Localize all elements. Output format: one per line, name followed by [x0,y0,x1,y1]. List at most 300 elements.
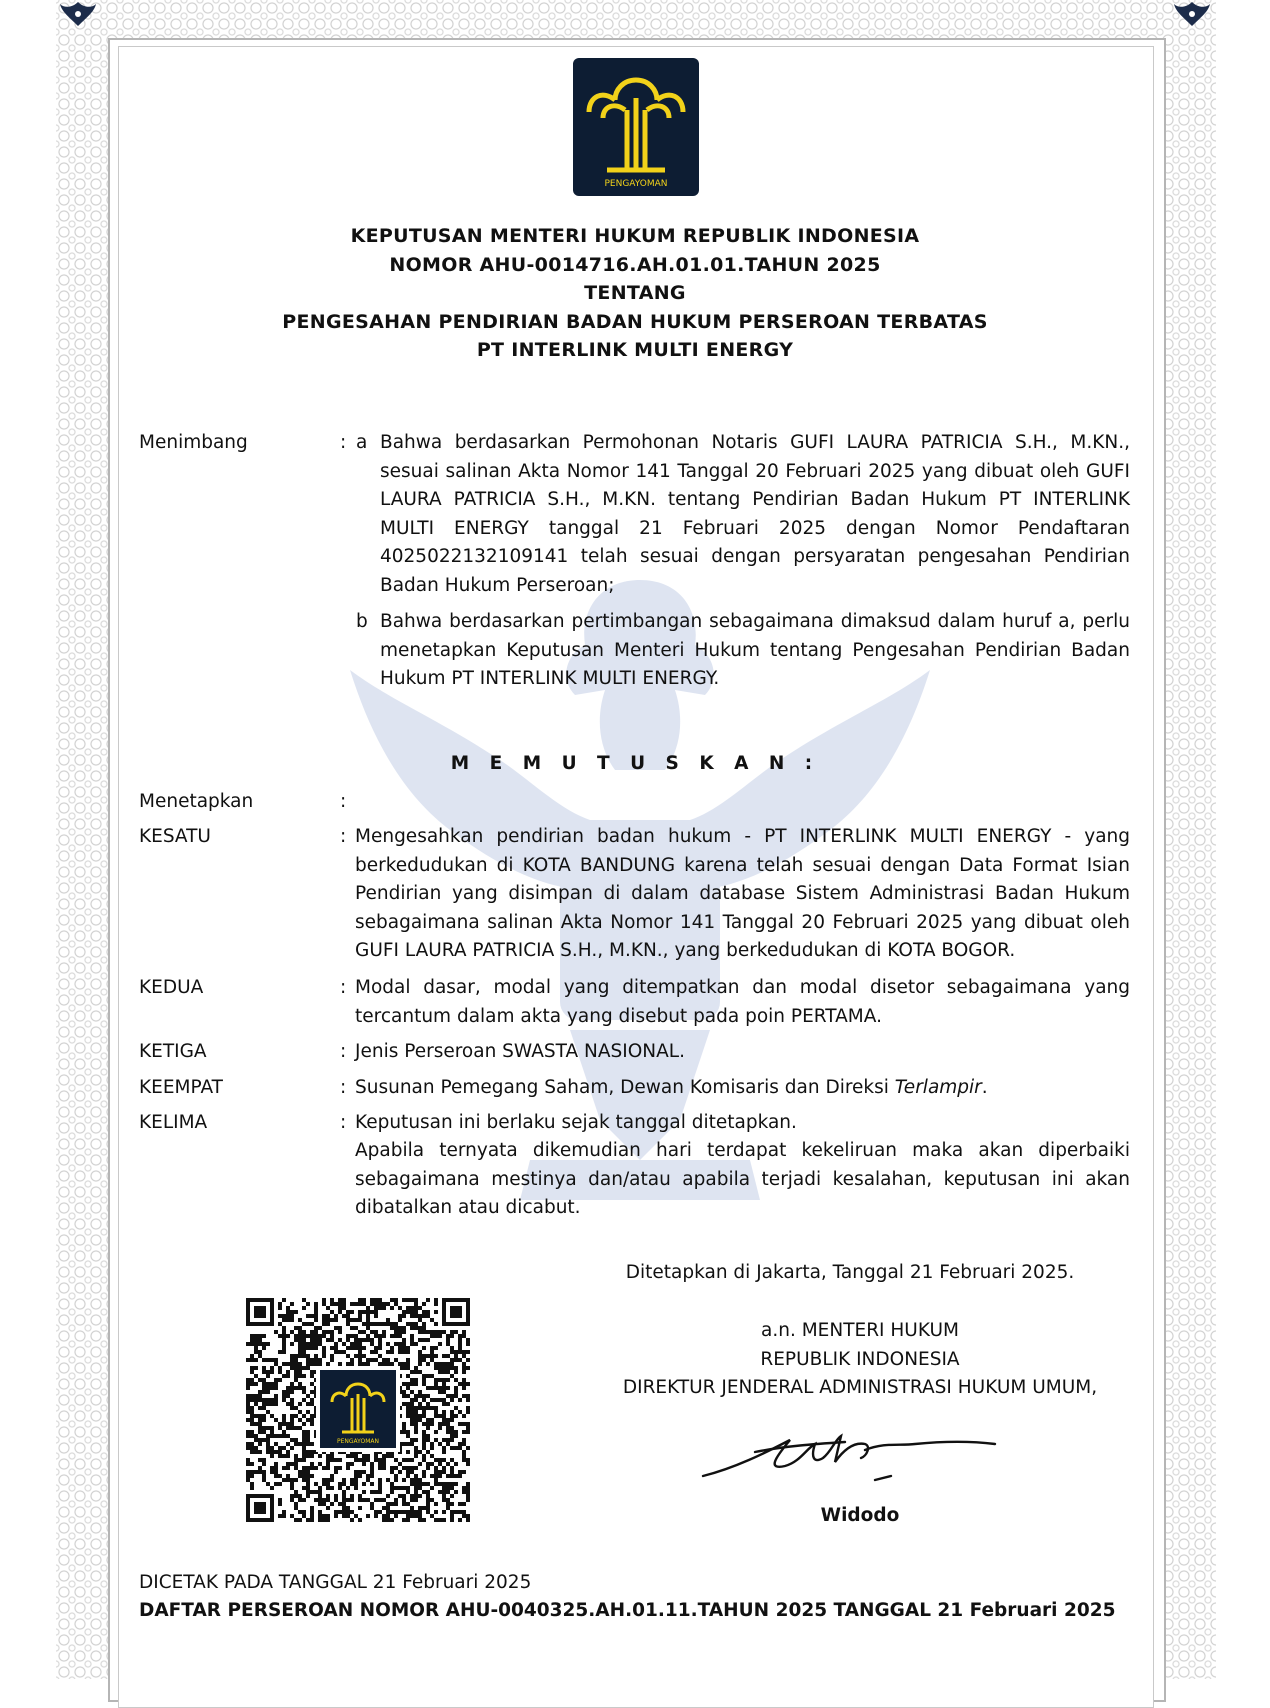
qr-module [462,1386,466,1390]
qr-module [270,1446,274,1450]
qr-module [350,1462,354,1466]
qr-module [330,1502,334,1506]
qr-module [462,1350,466,1354]
qr-module [434,1466,438,1470]
qr-module [426,1330,430,1334]
qr-module [410,1402,414,1406]
qr-module [382,1306,386,1310]
qr-module [450,1518,454,1522]
qr-module [350,1334,354,1338]
colon: : [340,1112,347,1133]
qr-module [418,1314,422,1318]
qr-module [282,1434,286,1438]
qr-module [250,1334,254,1338]
qr-module [258,1398,262,1402]
qr-module [466,1338,470,1342]
qr-module [418,1486,422,1490]
qr-module [258,1458,262,1462]
qr-module [450,1486,454,1490]
qr-module [458,1446,462,1450]
qr-module [262,1458,266,1462]
signatory-name: Widodo [820,1505,900,1526]
qr-module [446,1474,450,1478]
qr-module [414,1426,418,1430]
qr-module [422,1394,426,1398]
qr-module [290,1478,294,1482]
qr-module [286,1374,290,1378]
qr-module [298,1498,302,1502]
qr-module [466,1366,470,1370]
qr-module [330,1334,334,1338]
qr-module [266,1382,270,1386]
decision-text-kedua: Modal dasar, modal yang ditempatkan dan modal disetor sebagaimana yang tercantum dalam akta yang disebut pada poin PERTAMA. [355,977,1130,1027]
qr-module [286,1474,290,1478]
qr-module [282,1350,286,1354]
qr-module [254,1434,258,1438]
qr-module [430,1454,434,1458]
qr-module [258,1418,262,1422]
qr-module [410,1314,414,1318]
qr-module [422,1454,426,1458]
qr-module [382,1466,386,1470]
qr-module [322,1354,326,1358]
qr-module [454,1490,458,1494]
qr-module [426,1462,430,1466]
qr-module [270,1414,274,1418]
qr-module [418,1414,422,1418]
qr-module [318,1358,322,1362]
qr-module [422,1378,426,1382]
qr-module [462,1450,466,1454]
qr-module [290,1314,294,1318]
qr-module [426,1490,430,1494]
qr-module [346,1466,350,1470]
qr-module [334,1314,338,1318]
qr-module [326,1518,330,1522]
qr-module [390,1490,394,1494]
qr-module [290,1498,294,1502]
qr-module [270,1450,274,1454]
qr-module [274,1394,278,1398]
qr-module [410,1514,414,1518]
colon: : [340,1077,347,1098]
qr-module [298,1382,302,1386]
qr-module [434,1406,438,1410]
qr-module [458,1334,462,1338]
qr-module [330,1458,334,1462]
qr-module [346,1310,350,1314]
qr-module [358,1474,362,1478]
qr-module [434,1410,438,1414]
qr-module [254,1374,258,1378]
qr-module [430,1446,434,1450]
qr-module [290,1462,294,1466]
qr-module [358,1498,362,1502]
qr-module [458,1338,462,1342]
qr-module [378,1338,382,1342]
qr-module [442,1398,446,1402]
qr-module [282,1298,286,1302]
qr-module [294,1438,298,1442]
registry-number: DAFTAR PERSEROAN NOMOR AHU-0040325.AH.01.11.TAHUN 2025 TANGGAL 21 Februari 2025 [139,1600,1116,1621]
qr-module [310,1518,314,1522]
qr-module [402,1326,406,1330]
qr-module [278,1302,282,1306]
handwritten-signature-icon [695,1418,1015,1508]
qr-module [314,1354,318,1358]
qr-module [462,1378,466,1382]
qr-module [246,1418,250,1422]
qr-module [302,1422,306,1426]
qr-module [326,1462,330,1466]
menimbang-item-b: Bahwa berdasarkan pertimbangan sebagaimana dimaksud dalam huruf a, perlu menetapkan Keputusan Menteri Hukum tentang Pengesahan Pendirian Badan Hukum PT INTERLINK MULTI ENERGY. [380,611,1130,689]
qr-module [270,1398,274,1402]
qr-module [306,1410,310,1414]
qr-module [442,1362,446,1366]
qr-module [386,1454,390,1458]
qr-module [306,1490,310,1494]
qr-module [250,1342,254,1346]
qr-module [266,1438,270,1442]
qr-module [274,1330,278,1334]
qr-module [426,1426,430,1430]
qr-module [394,1302,398,1306]
qr-module [390,1362,394,1366]
qr-module [262,1386,266,1390]
qr-module [310,1374,314,1378]
qr-module [430,1418,434,1422]
qr-module [326,1466,330,1470]
qr-module [322,1318,326,1322]
qr-module [310,1418,314,1422]
qr-module [418,1518,422,1522]
qr-module [326,1306,330,1310]
qr-module [302,1398,306,1402]
qr-module [430,1442,434,1446]
qr-module [410,1410,414,1414]
qr-module [434,1518,438,1522]
qr-module [278,1366,282,1370]
signature-line2: REPUBLIK INDONESIA [760,1349,960,1370]
qr-module [362,1498,366,1502]
qr-module [410,1322,414,1326]
qr-module [310,1462,314,1466]
qr-module [442,1330,446,1334]
qr-module [350,1518,354,1522]
qr-module [378,1462,382,1466]
qr-module [398,1334,402,1338]
qr-module [446,1370,450,1374]
qr-module [442,1378,446,1382]
qr-module [298,1410,302,1414]
qr-module [394,1474,398,1478]
qr-module [402,1430,406,1434]
menimbang-label: Menimbang [139,432,248,453]
qr-module [370,1470,374,1474]
qr-module [390,1322,394,1326]
qr-module [346,1498,350,1502]
qr-module [410,1470,414,1474]
qr-module [462,1454,466,1458]
qr-module [378,1458,382,1462]
qr-module [422,1414,426,1418]
qr-module [410,1510,414,1514]
qr-module [386,1506,390,1510]
qr-module [294,1518,298,1522]
qr-module [370,1338,374,1342]
qr-module [454,1358,458,1362]
qr-module [426,1450,430,1454]
qr-module [338,1482,342,1486]
qr-module [298,1402,302,1406]
qr-module [386,1318,390,1322]
qr-module [442,1494,446,1498]
qr-module [382,1518,386,1522]
qr-module [262,1342,266,1346]
qr-module [450,1358,454,1362]
qr-module [450,1374,454,1378]
qr-module [410,1418,414,1422]
qr-module [306,1486,310,1490]
qr-module [250,1434,254,1438]
qr-module [466,1486,470,1490]
qr-module [258,1450,262,1454]
qr-module [274,1418,278,1422]
qr-module [378,1302,382,1306]
qr-module [314,1302,318,1306]
qr-module [422,1490,426,1494]
qr-module [450,1482,454,1486]
qr-module [290,1354,294,1358]
qr-module [402,1518,406,1522]
qr-module [302,1486,306,1490]
qr-module [446,1498,450,1502]
qr-module [342,1510,346,1514]
qr-module [462,1490,466,1494]
qr-module [350,1494,354,1498]
qr-module [346,1486,350,1490]
qr-module [298,1494,302,1498]
qr-module [266,1426,270,1430]
qr-module [390,1510,394,1514]
qr-module [450,1458,454,1462]
qr-module [406,1366,410,1370]
qr-module [330,1346,334,1350]
qr-module [374,1458,378,1462]
qr-module [418,1494,422,1498]
qr-module [262,1370,266,1374]
qr-module [450,1418,454,1422]
qr-module [330,1310,334,1314]
qr-module [466,1394,470,1398]
qr-module [382,1454,386,1458]
qr-module [306,1342,310,1346]
qr-module [246,1394,250,1398]
qr-module [390,1482,394,1486]
qr-module [378,1482,382,1486]
qr-module [294,1494,298,1498]
qr-module [378,1486,382,1490]
decision-label-kedua: KEDUA [139,977,204,998]
qr-module [298,1458,302,1462]
qr-module [422,1482,426,1486]
qr-module [278,1322,282,1326]
qr-module [414,1406,418,1410]
qr-module [254,1438,258,1442]
qr-module [250,1354,254,1358]
qr-module [306,1518,310,1522]
qr-module [306,1434,310,1438]
qr-module [258,1390,262,1394]
qr-module [382,1498,386,1502]
qr-module [322,1330,326,1334]
qr-module [258,1430,262,1434]
qr-module [462,1438,466,1442]
qr-module [450,1394,454,1398]
qr-module [318,1498,322,1502]
qr-module [410,1458,414,1462]
qr-module [330,1478,334,1482]
qr-module [454,1378,458,1382]
qr-module [278,1378,282,1382]
qr-module [382,1358,386,1362]
decision-text-kelima: Keputusan ini berlaku sejak tanggal ditetapkan. [355,1112,797,1133]
qr-module [426,1406,430,1410]
qr-module [394,1330,398,1334]
qr-module [394,1458,398,1462]
qr-module [422,1326,426,1330]
qr-module [266,1450,270,1454]
qr-module [326,1486,330,1490]
qr-module [302,1470,306,1474]
title-line: PT INTERLINK MULTI ENERGY [476,339,794,361]
qr-module [278,1454,282,1458]
qr-module [374,1330,378,1334]
qr-module [402,1394,406,1398]
qr-module [354,1474,358,1478]
qr-module [410,1482,414,1486]
qr-module [294,1358,298,1362]
qr-module [434,1474,438,1478]
qr-module [358,1330,362,1334]
qr-module [386,1322,390,1326]
qr-module [418,1350,422,1354]
qr-module [342,1506,346,1510]
qr-module [326,1362,330,1366]
qr-module [410,1334,414,1338]
qr-module [302,1478,306,1482]
qr-module [430,1374,434,1378]
qr-module [246,1386,250,1390]
qr-module [414,1514,418,1518]
qr-module [258,1422,262,1426]
qr-module [394,1322,398,1326]
qr-module [398,1494,402,1498]
qr-module [450,1430,454,1434]
qr-module [330,1338,334,1342]
qr-module [462,1442,466,1446]
qr-module [446,1418,450,1422]
qr-module [250,1482,254,1486]
qr-module [258,1438,262,1442]
qr-module [278,1370,282,1374]
qr-module [262,1426,266,1430]
qr-module [366,1310,370,1314]
decision-label-kesatu: KESATU [139,826,211,847]
qr-module [282,1334,286,1338]
qr-module [430,1334,434,1338]
qr-module [354,1514,358,1518]
colon: : [340,432,347,453]
qr-module [326,1330,330,1334]
qr-module [410,1310,414,1314]
qr-module [462,1430,466,1434]
qr-module [422,1358,426,1362]
qr-module [442,1366,446,1370]
qr-module [390,1326,394,1330]
qr-module [358,1342,362,1346]
qr-module [426,1354,430,1358]
qr-module [310,1450,314,1454]
qr-module [390,1486,394,1490]
qr-module [302,1334,306,1338]
qr-module [274,1442,278,1446]
qr-module [434,1330,438,1334]
qr-module [266,1446,270,1450]
qr-module [354,1486,358,1490]
qr-module [302,1454,306,1458]
qr-module [442,1498,446,1502]
qr-module [414,1454,418,1458]
qr-module [274,1466,278,1470]
qr-module [262,1418,266,1422]
qr-module [334,1302,338,1306]
qr-module [286,1478,290,1482]
qr-module [338,1458,342,1462]
qr-module [314,1334,318,1338]
qr-module [442,1470,446,1474]
qr-module [406,1386,410,1390]
qr-module [274,1434,278,1438]
qr-module [282,1346,286,1350]
qr-module [450,1334,454,1338]
qr-module [318,1486,322,1490]
qr-module [354,1318,358,1322]
qr-module [294,1326,298,1330]
qr-module [294,1378,298,1382]
qr-module [250,1450,254,1454]
qr-module [354,1302,358,1306]
qr-module [426,1402,430,1406]
qr-module [374,1334,378,1338]
qr-module [422,1442,426,1446]
qr-module [274,1402,278,1406]
qr-module [262,1474,266,1478]
qr-module [310,1322,314,1326]
qr-module [406,1374,410,1378]
qr-module [266,1358,270,1362]
qr-module [406,1430,410,1434]
qr-module [430,1462,434,1466]
qr-module [434,1438,438,1442]
qr-module [342,1350,346,1354]
qr-module [306,1418,310,1422]
qr-code [246,1298,470,1522]
qr-module [298,1330,302,1334]
qr-module [442,1386,446,1390]
qr-module [298,1426,302,1430]
qr-module [366,1318,370,1322]
